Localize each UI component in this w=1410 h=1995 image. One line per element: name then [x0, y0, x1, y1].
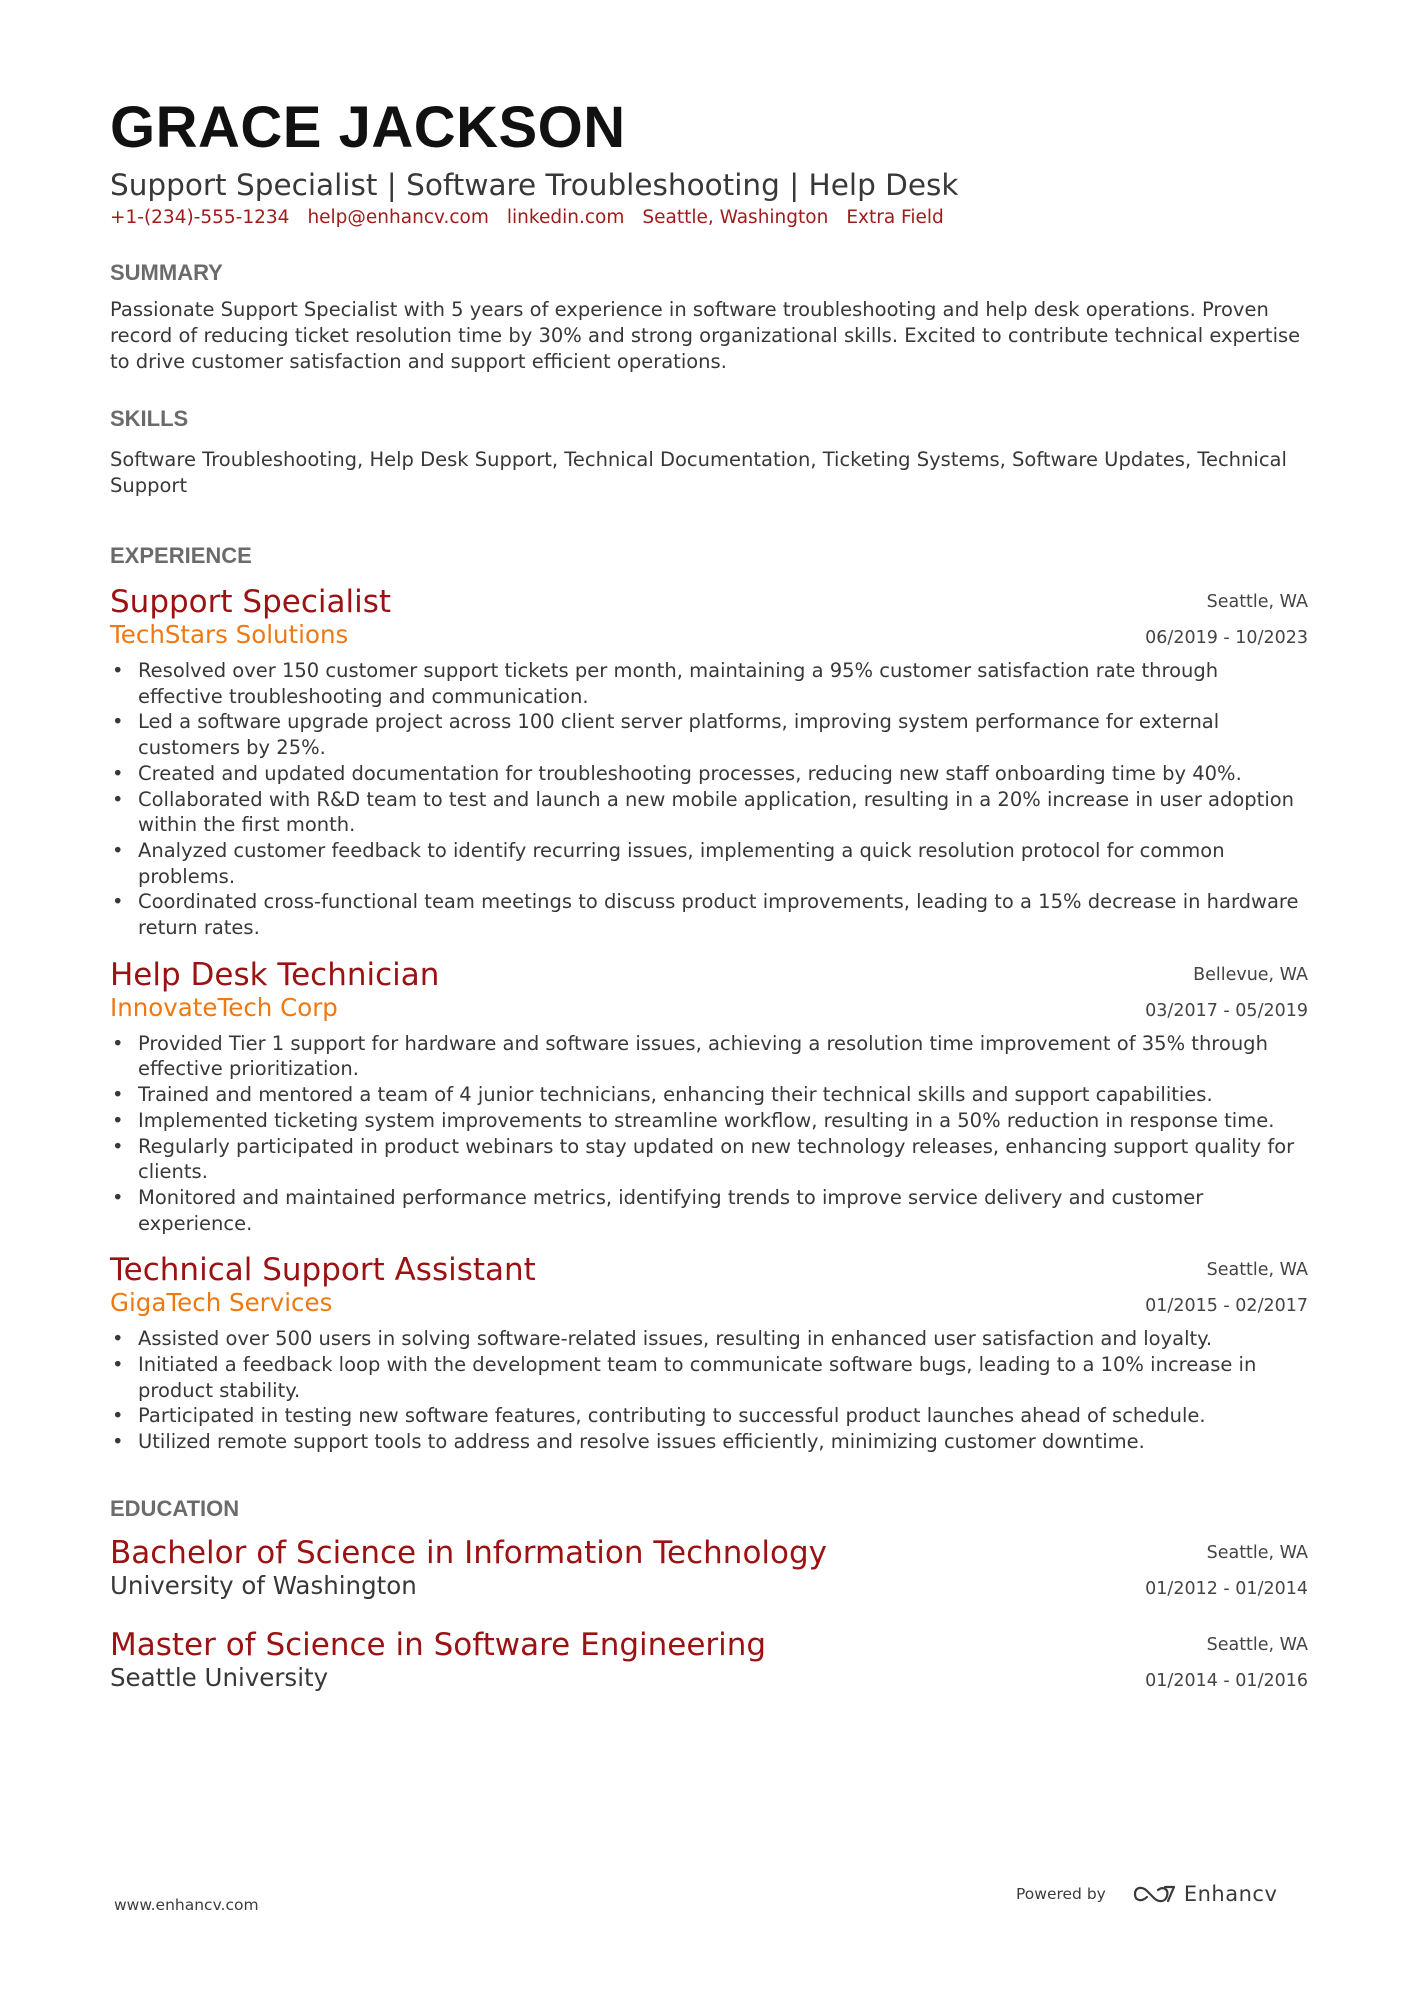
- bullet-item: • Participated in testing new software features, contributing to successful product launches ahead of schedule.: [138, 1403, 1308, 1429]
- entry-meta: [1145, 957, 1308, 1029]
- bullet-item: • Monitored and maintained performance metrics, identifying trends to improve service delivery and customer experience.: [138, 1185, 1308, 1236]
- contact-bar: [110, 206, 1308, 230]
- bullet-item: • Led a software upgrade project across 100 client server platforms, improving system performance for external customers by 25%.: [138, 709, 1308, 760]
- entry-meta: [1145, 584, 1308, 656]
- bullet-item: • Regularly participated in product webinars to stay updated on new technology releases, enhancing support quality for clients.: [138, 1134, 1308, 1185]
- experience-entry: [110, 1252, 1308, 1455]
- contact-location: Seattle, Washington: [642, 207, 829, 228]
- enhancv-brand-name: Enhancv: [1183, 1882, 1278, 1906]
- school-dates: 01/2012 - 01/2014: [1145, 1578, 1308, 1599]
- company-name: GigaTech Services: [110, 1288, 333, 1318]
- bullet-item: • Coordinated cross-functional team meetings to discuss product improvements, leading to a 15% decrease in hardware return rates.: [138, 889, 1308, 940]
- candidate-name: GRACE JACKSON: [110, 95, 626, 160]
- skills-section: [110, 405, 1308, 499]
- bullet-item: • Utilized remote support tools to address and resolve issues efficiently, minimizing customer downtime.: [138, 1429, 1308, 1455]
- bullet-item: • Collaborated with R&D team to test and launch a new mobile application, resulting in a 20% increase in user adoption within the first month.: [138, 787, 1308, 838]
- job-location: Bellevue, WA: [1193, 964, 1308, 985]
- school-name: Seattle University: [110, 1662, 329, 1692]
- degree-title: Master of Science in Software Engineering: [110, 1626, 767, 1663]
- school-location: Seattle, WA: [1206, 1634, 1308, 1655]
- contact-phone[interactable]: +1-(234)-555-1234: [110, 207, 290, 228]
- experience-entry: [110, 584, 1308, 941]
- job-location: Seattle, WA: [1206, 1260, 1308, 1281]
- job-dates: 06/2019 - 10/2023: [1145, 628, 1308, 648]
- education-entry: [110, 1535, 1308, 1601]
- bullet-item: • Trained and mentored a team of 4 junior technicians, enhancing their technical skills and support capabilities.: [138, 1082, 1308, 1108]
- job-bullets: [110, 1031, 1308, 1237]
- summary-section: [110, 259, 1308, 375]
- job-bullets: [110, 658, 1308, 941]
- job-dates: 01/2015 - 02/2017: [1145, 1296, 1308, 1317]
- bullet-item: • Provided Tier 1 support for hardware and software issues, achieving a resolution time improvement of 35% through effective prioritization.: [138, 1031, 1308, 1082]
- job-title: Support Specialist: [110, 584, 392, 620]
- footer-branding[interactable]: [1016, 1882, 1277, 1906]
- skills-text: Software Troubleshooting, Help Desk Support, Technical Documentation, Ticketing Systems, Software Updates, Technical Support: [110, 448, 1287, 497]
- resume-header: [110, 92, 1308, 230]
- enhancv-logo-icon: [1132, 1882, 1178, 1906]
- education-heading: EDUCATION: [110, 1495, 240, 1521]
- experience-section: [110, 542, 1308, 1455]
- contact-email[interactable]: help@enhancv.com: [307, 207, 489, 228]
- contact-extra-field: Extra Field: [846, 207, 944, 228]
- job-title: Help Desk Technician: [110, 956, 440, 993]
- school-name: University of Washington: [110, 1570, 417, 1600]
- skills-heading: SKILLS: [110, 406, 189, 431]
- bullet-item: • Created and updated documentation for troubleshooting processes, reducing new staff onboarding time by 40%.: [138, 761, 1308, 787]
- bullet-item: • Assisted over 500 users in solving software-related issues, resulting in enhanced user satisfaction and loyalty.: [138, 1326, 1308, 1352]
- headline: Support Specialist | Software Troubleshooting | Help Desk: [110, 168, 959, 202]
- entry-meta: [1145, 1252, 1308, 1324]
- job-title: Technical Support Assistant: [110, 1252, 536, 1289]
- summary-text: Passionate Support Specialist with 5 years of experience in software troubleshooting and help desk operations. Proven record of reducing ticket resolution time by 30% and strong organizational skills. Excited to contribute technical expertise to drive customer satisfaction and support efficient operations.: [110, 298, 1301, 373]
- job-dates: 03/2017 - 05/2019: [1145, 1000, 1308, 1021]
- experience-heading: EXPERIENCE: [110, 543, 252, 568]
- school-location: Seattle, WA: [1206, 1542, 1308, 1563]
- contact-linkedin[interactable]: linkedin.com: [506, 207, 625, 228]
- resume-page: [110, 92, 1308, 1693]
- school-dates: 01/2014 - 01/2016: [1145, 1670, 1308, 1691]
- entry-meta: [1145, 1535, 1308, 1607]
- bullet-item: • Initiated a feedback loop with the development team to communicate software bugs, leading to a 10% increase in product stability.: [138, 1352, 1308, 1403]
- footer-website-link[interactable]: www.enhancv.com: [114, 1896, 259, 1914]
- bullet-item: • Analyzed customer feedback to identify recurring issues, implementing a quick resolution protocol for common problems.: [138, 838, 1308, 889]
- bullet-item: • Resolved over 150 customer support tickets per month, maintaining a 95% customer satisfaction rate through effective troubleshooting and communication.: [138, 658, 1308, 709]
- powered-by-label: Powered by: [1016, 1885, 1106, 1903]
- summary-heading: SUMMARY: [110, 260, 223, 285]
- education-section: [110, 1495, 1308, 1693]
- experience-entry: [110, 957, 1308, 1237]
- degree-title: Bachelor of Science in Information Technology: [110, 1534, 828, 1571]
- education-entry: [110, 1627, 1308, 1693]
- company-name: TechStars Solutions: [110, 620, 349, 649]
- job-location: Seattle, WA: [1206, 592, 1308, 612]
- company-name: InnovateTech Corp: [110, 992, 338, 1022]
- bullet-item: • Implemented ticketing system improvements to streamline workflow, resulting in a 50% reduction in response time.: [138, 1108, 1308, 1134]
- job-bullets: [110, 1326, 1308, 1455]
- enhancv-logo[interactable]: [1132, 1882, 1278, 1906]
- entry-meta: [1145, 1627, 1308, 1699]
